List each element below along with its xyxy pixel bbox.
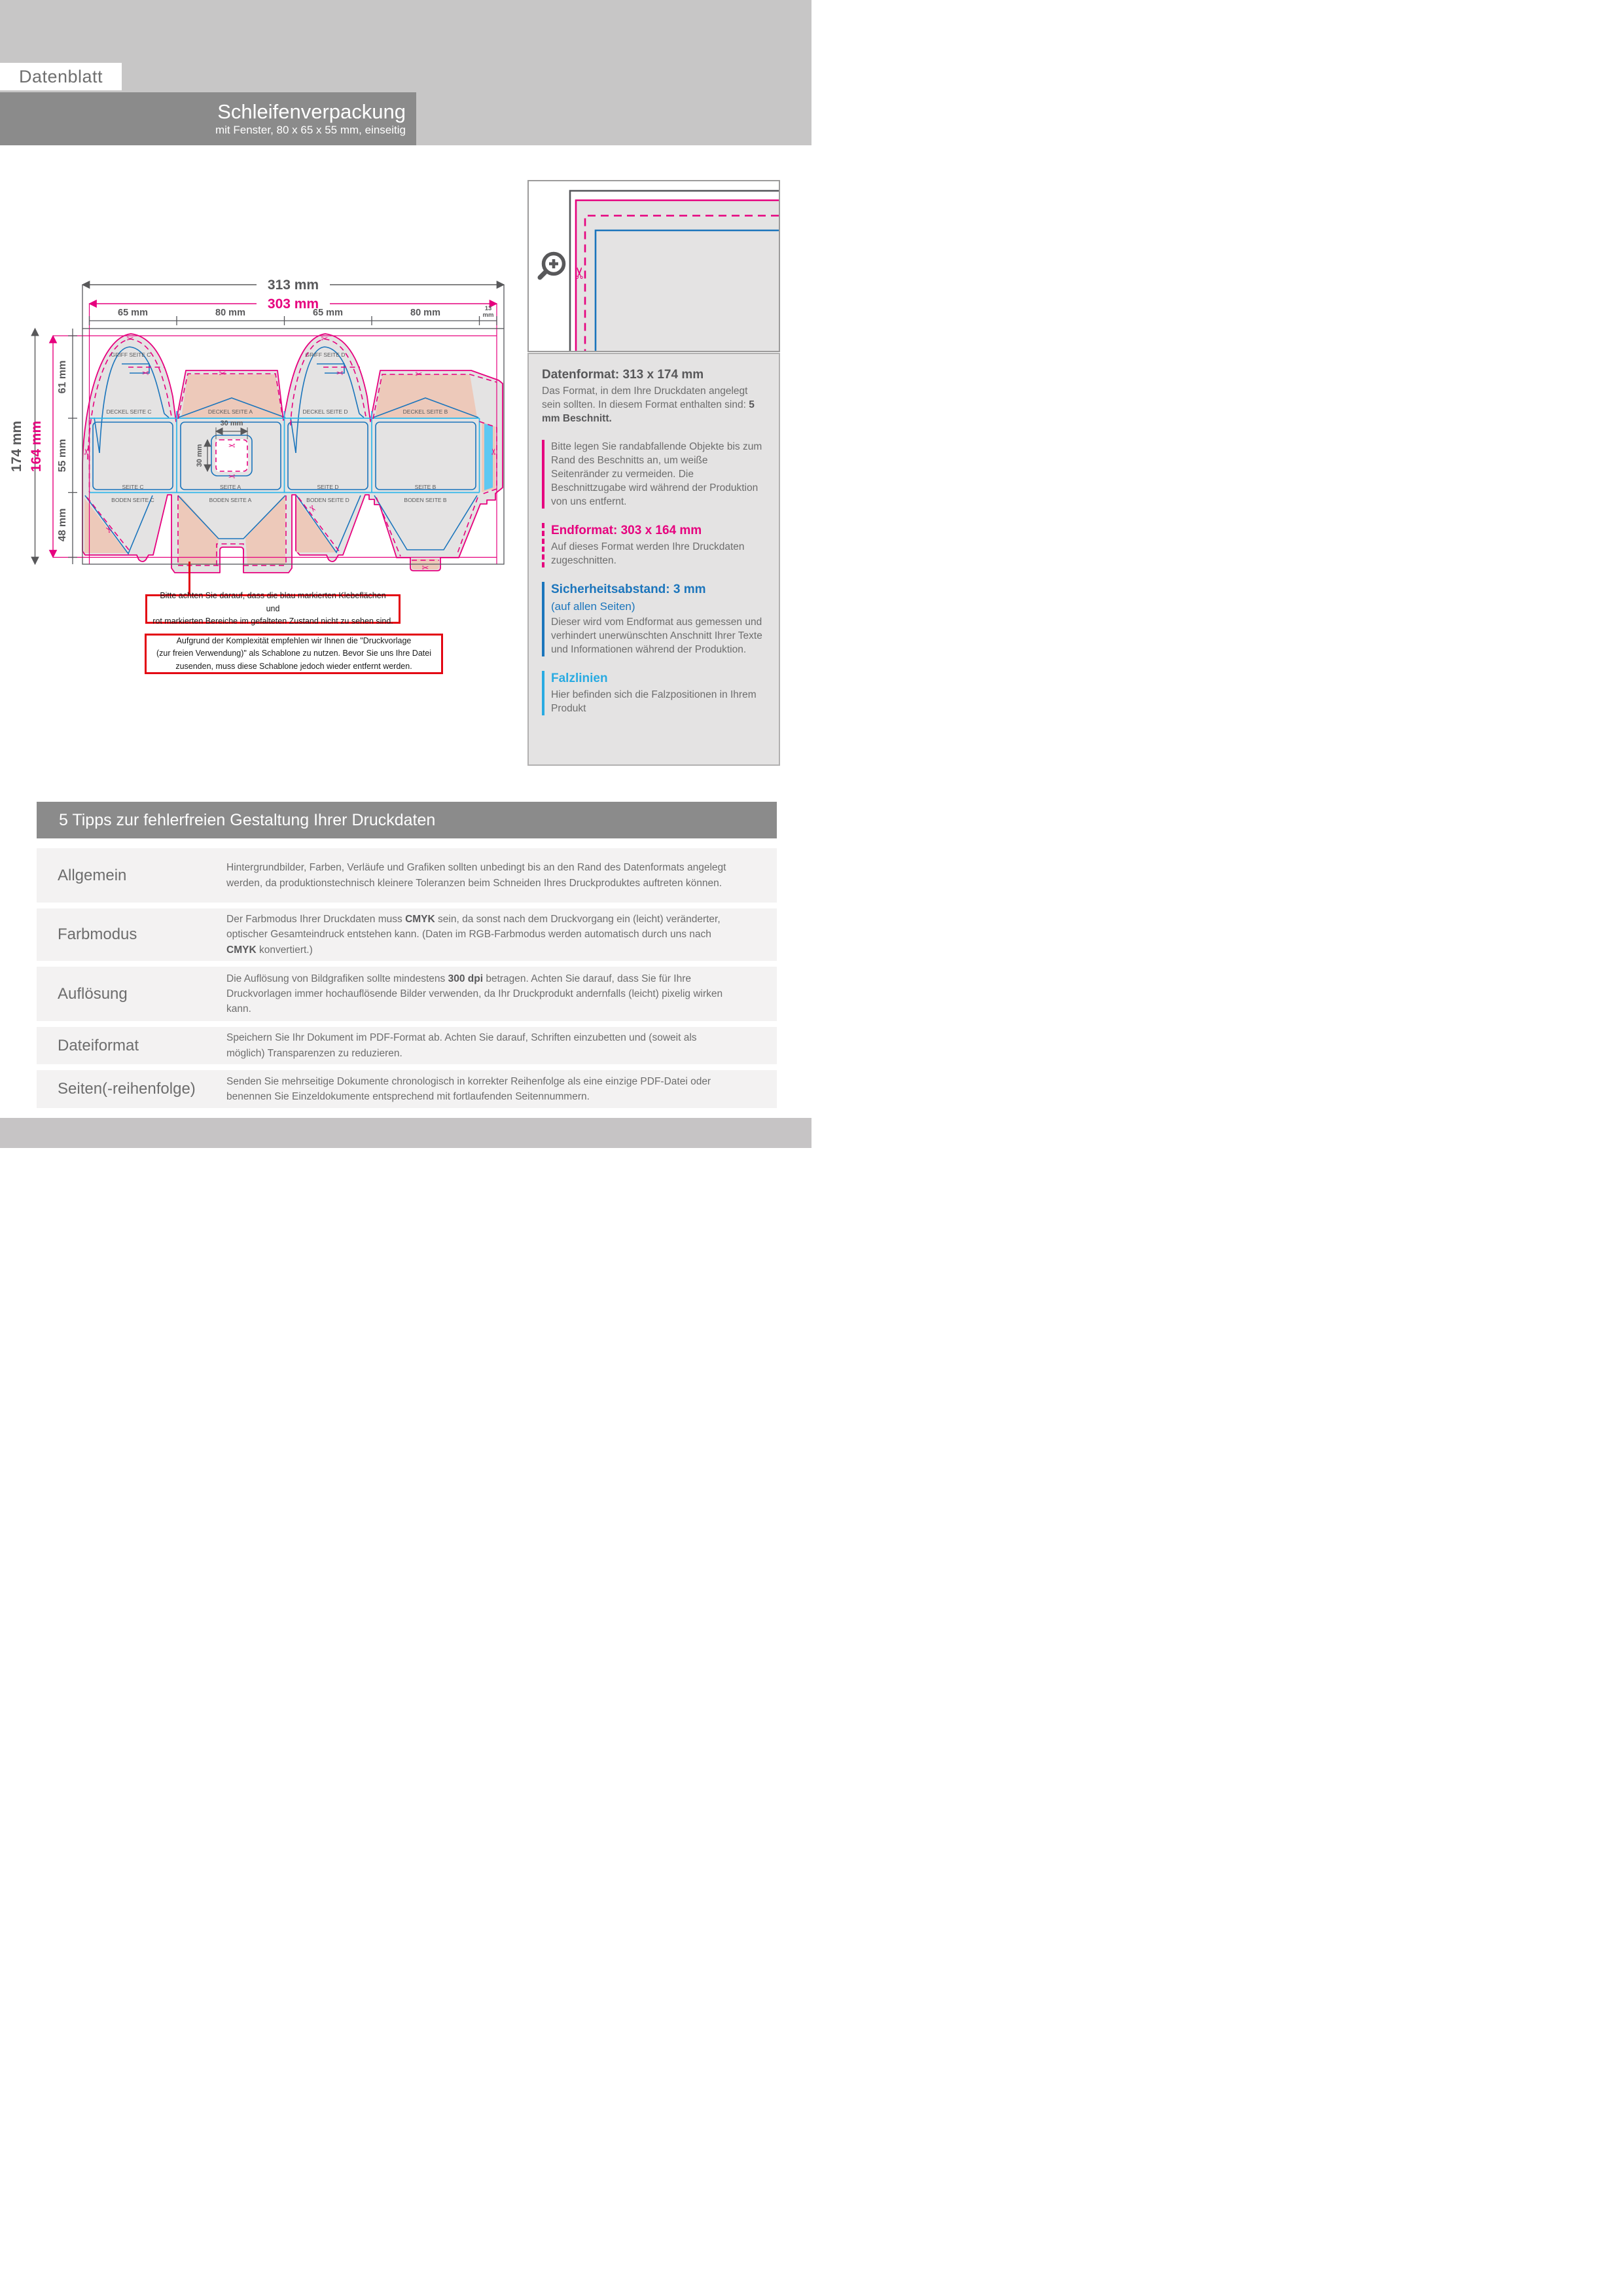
dim-col-5b: mm — [482, 312, 494, 319]
label-griff-d: GRIFF SEITE D — [305, 351, 346, 358]
glue-area-blue — [484, 423, 493, 490]
die-cut-drawing — [0, 275, 524, 597]
tip-row-farbmodus — [37, 908, 777, 961]
warning-line: (zur freien Verwendung)" als Schablone zu nutzen. Bevor Sie uns Ihre Datei — [156, 649, 431, 658]
warning-box-template — [145, 634, 443, 674]
endformat-title: Endformat: 303 x 164 mm — [551, 524, 702, 538]
dim-row-48: 48 mm — [57, 508, 68, 542]
dim-col-3: 65 mm — [313, 308, 343, 318]
tip-row-seitenreihenfolge — [37, 1070, 777, 1108]
label-griff-c: GRIFF SEITE C — [111, 351, 151, 358]
datasheet-page — [0, 0, 812, 1148]
dim-col-2: 80 mm — [215, 308, 245, 318]
scissors-icon: ✂ — [126, 334, 134, 344]
label-seite-a: SEITE A — [219, 484, 241, 490]
warning-line: Aufgrund der Komplexität empfehlen wir Ihnen die "Druckvorlage — [176, 636, 412, 645]
section-endformat — [542, 523, 767, 567]
scissors-icon: ✂ — [219, 368, 226, 378]
sicherheit-body: Dieser wird vom Endformat aus gemessen und verhindert unerwünschten Anschnitt Ihrer Texte und Informationen während der Produktion. — [551, 617, 762, 656]
section-bleed-note — [542, 440, 767, 509]
page-subtitle: mit Fenster, 80 x 65 x 55 mm, einseitig — [215, 123, 406, 136]
label-deckel-a: DECKEL SEITE A — [207, 408, 253, 415]
scissors-icon: ✂ — [571, 266, 589, 280]
tip-body: Die Auflösung von Bildgrafiken sollte mindestens 300 dpi betragen. Achten Sie darauf, dass Sie für Ihre Druckvorlagen immer hochauflösende Bilder verwenden, da Ihr Druckprodukt andernfalls (leicht) pixelig wirken kann. — [226, 973, 723, 1015]
label-boden-b: BODEN SEITE B — [404, 497, 447, 503]
scissors-icon: ✂ — [421, 563, 429, 573]
tip-label: Auflösung — [58, 984, 128, 1003]
scissors-icon: ✂ — [321, 334, 329, 344]
title-banner — [0, 92, 416, 145]
label-boden-d: BODEN SEITE D — [306, 497, 349, 503]
tips-banner — [37, 802, 777, 838]
warning-line: zusenden, muss diese Schablone jedoch wieder entfernt werden. — [175, 661, 412, 671]
label-seite-d: SEITE D — [317, 484, 339, 490]
scissors-icon: ✂ — [81, 448, 92, 456]
tip-row-allgemein — [37, 848, 777, 903]
dim-total-width: 313 mm — [267, 278, 319, 293]
scissors-icon: ✂ — [103, 523, 115, 535]
format-info-panel — [527, 353, 780, 766]
zoom-detail-box — [527, 180, 780, 352]
dim-col-1: 65 mm — [118, 308, 148, 318]
warning-line: rot markierten Bereiche im gefalteten Zustand nicht zu sehen sind. — [152, 617, 393, 626]
tip-row-dateiformat — [37, 1027, 777, 1064]
dim-end-height: 164 mm — [29, 420, 44, 473]
tip-body: Speichern Sie Ihr Dokument im PDF-Format ab. Achten Sie darauf, Schriften einzubetten und (soweit als möglich) Transparenzen zu reduzieren. — [226, 1032, 697, 1059]
label-seite-b: SEITE B — [414, 484, 437, 490]
datenformat-title: Datenformat: 313 x 174 mm — [542, 368, 704, 382]
label-deckel-c: DECKEL SEITE C — [106, 408, 152, 415]
dim-end-width: 303 mm — [267, 296, 319, 312]
bleed-note-body: Bitte legen Sie randabfallende Objekte bis zum Rand des Beschnitts an, um weiße Seitenränder zu vermeiden. Die Beschnittzugabe wird während der Produktion von uns entfernt. — [551, 440, 762, 508]
tip-body: Der Farbmodus Ihrer Druckdaten muss CMYK sein, da sonst nach dem Druckvorgang ein (leicht) veränderter, optischer Gesamteindruck entstehen kann. (Daten im RGB-Farbmodus werden automatisch durch uns nach CMYK konvertiert.) — [226, 914, 721, 956]
dim-window-h: 30 mm — [196, 444, 204, 467]
section-falzlinien — [542, 671, 767, 715]
sicherheit-subtitle: (auf allen Seiten) — [551, 600, 635, 613]
warning-box-glue — [145, 591, 401, 626]
scissors-icon: ✂ — [306, 503, 319, 515]
tip-body: Hintergrundbilder, Farben, Verläufe und Grafiken sollten unbedingt bis an den Rand des Datenformats angelegt werden, da produktionstechnisch kleinere Toleranzen beim Schneiden Ihres Druckproduktes auftreten können. — [226, 862, 726, 889]
footer-band — [0, 1118, 812, 1148]
dim-col-5a: 13 — [484, 305, 492, 312]
tip-label: Seiten(-reihenfolge) — [58, 1080, 196, 1098]
falzlinien-body: Hier befinden sich die Falzpositionen in Ihrem Produkt — [551, 689, 757, 715]
scissors-icon: ✂ — [228, 471, 236, 481]
section-datenformat — [542, 367, 767, 425]
datenblatt-label: Datenblatt — [18, 66, 103, 86]
dim-row-61: 61 mm — [57, 360, 68, 394]
sicherheit-title: Sicherheitsabstand: 3 mm — [551, 583, 706, 597]
endformat-body: Auf dieses Format werden Ihre Druckdaten zugeschnitten. — [551, 541, 745, 567]
corner-sample-diagram — [529, 181, 779, 351]
scissors-icon: ✂ — [336, 368, 344, 378]
scissors-icon: ✂ — [228, 440, 236, 450]
scissors-icon: ✂ — [415, 369, 423, 379]
page-title: Schleifenverpackung — [217, 99, 406, 123]
label-boden-c: BODEN SEITE C — [111, 497, 154, 503]
datenformat-body: Das Format, in dem Ihre Druckdaten angelegt sein sollten. In diesem Format enthalten sind: 5 mm Beschnitt. — [542, 385, 755, 424]
scissors-icon: ✂ — [141, 368, 149, 378]
label-seite-c: SEITE C — [122, 484, 144, 490]
tip-label: Allgemein — [58, 866, 127, 884]
label-deckel-d: DECKEL SEITE D — [302, 408, 348, 415]
tip-row-aufloesung — [37, 967, 777, 1021]
datenblatt-tag — [0, 63, 122, 90]
dim-col-4: 80 mm — [410, 308, 440, 318]
section-sicherheitsabstand — [542, 582, 767, 656]
dim-total-height: 174 mm — [9, 420, 24, 473]
tip-body: Senden Sie mehrseitige Dokumente chronologisch in korrekter Reihenfolge als eine einzige PDF-Datei oder benennen Sie Einzeldokumente entsprechend mit fortlaufenden Seitennummern. — [226, 1075, 711, 1102]
warning-line: Bitte achten Sie darauf, dass die blau markierten Klebeflächen und — [160, 591, 386, 613]
zoom-plus-icon — [540, 254, 564, 278]
tips-banner-title: 5 Tipps zur fehlerfreien Gestaltung Ihrer Druckdaten — [59, 810, 436, 829]
falzlinien-title: Falzlinien — [551, 672, 608, 686]
dim-row-55: 55 mm — [57, 439, 68, 473]
tip-label: Dateiformat — [58, 1036, 139, 1054]
scissors-icon: ✂ — [489, 448, 499, 456]
tip-label: Farbmodus — [58, 925, 137, 943]
label-deckel-b: DECKEL SEITE B — [402, 408, 448, 415]
dim-window-w: 30 mm — [220, 420, 243, 427]
label-boden-a: BODEN SEITE A — [209, 497, 252, 503]
